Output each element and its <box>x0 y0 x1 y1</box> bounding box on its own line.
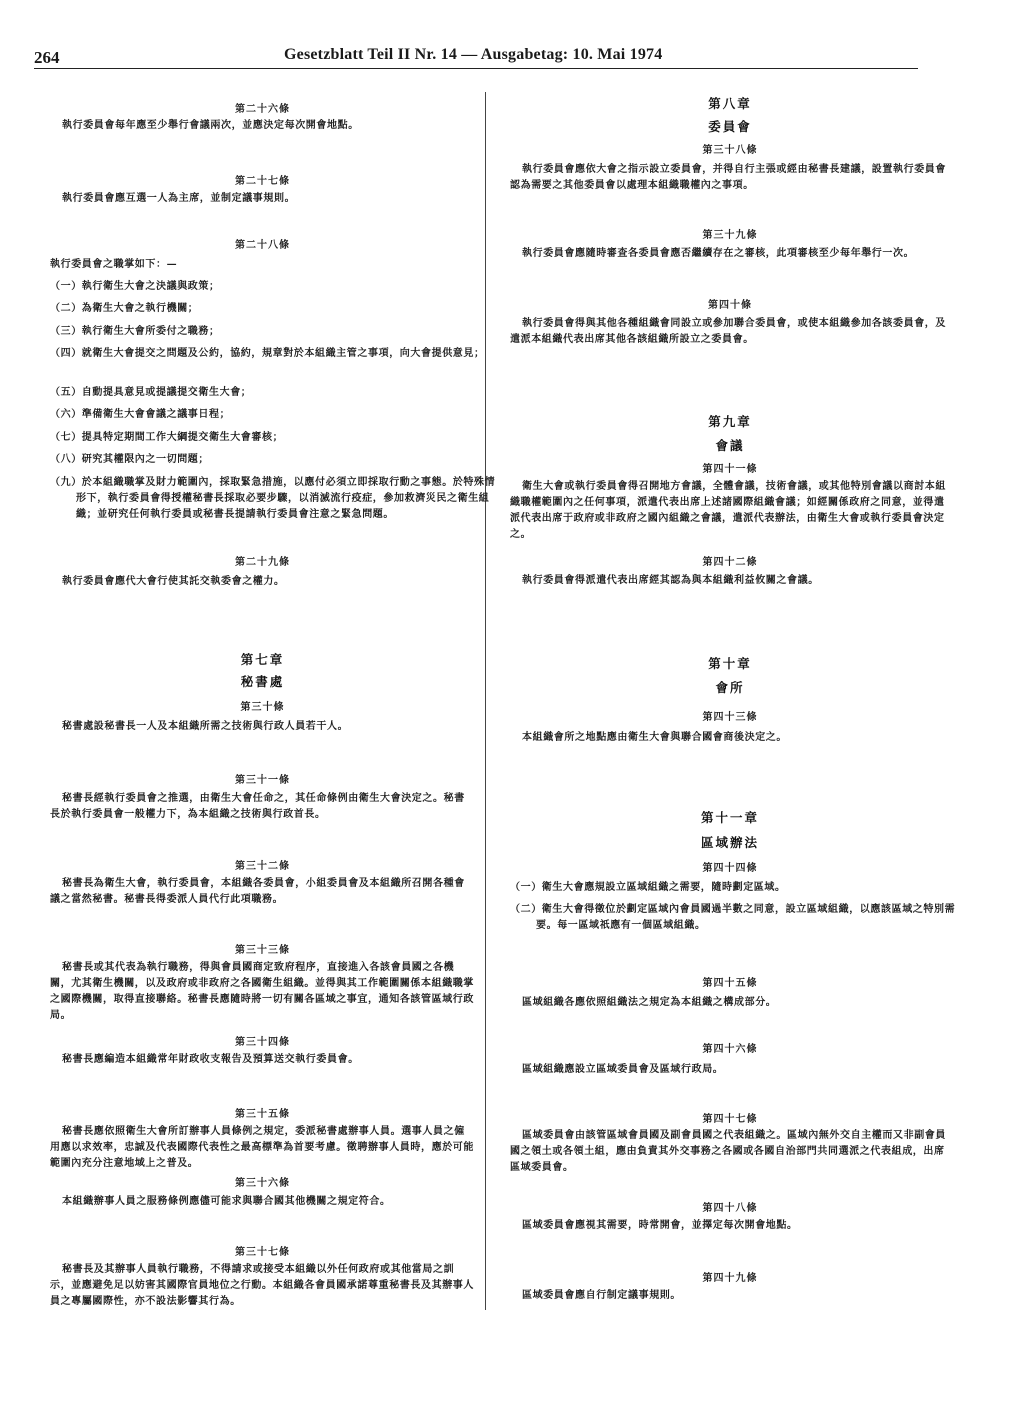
article-26-heading: 第二十六條 <box>235 104 290 115</box>
article-29-text: 執行委員會應代大會行使其託交執委會之權力。 <box>62 576 285 587</box>
article-44-item-1: （一）衛生大會應規設立區域組織之需要，隨時劃定區域。 <box>510 882 786 893</box>
chapter-11-heading: 第十一章 <box>700 810 759 825</box>
article-44-heading: 第四十四條 <box>702 863 758 874</box>
article-48-heading: 第四十八條 <box>702 1203 758 1214</box>
article-37-text: 秘書長及其辦事人員執行職務，不得請求或接受本組織以外任何政府或其他當局之訓示，並應避免足以妨害其國際官員地位之行動。本組織各會員國承諾尊重秘書長及其辦事人員之專屬國際性，亦不設法影響其行為。 <box>50 1264 474 1307</box>
chapter-11-title: 區域辦法 <box>700 835 759 850</box>
article-31-text: 秘書長經執行委員會之推選，由衛生大會任命之，其任命條例由衛生大會決定之。秘書長於執行委員會一般權力下，為本組織之技術與行政首長。 <box>50 793 465 820</box>
article-40-heading: 第四十條 <box>708 300 752 311</box>
article-48-text: 區域委員會應視其需要，時常開會，並擇定每次開會地點。 <box>522 1220 798 1231</box>
article-42-heading: 第四十二條 <box>702 557 758 568</box>
article-34-heading: 第三十四條 <box>235 1037 290 1048</box>
article-43-text: 本組織會所之地點應由衛生大會與聯合國會商後決定之。 <box>522 732 787 743</box>
article-46-heading: 第四十六條 <box>702 1044 758 1055</box>
article-28-intro: 執行委員會之職掌如下：— <box>50 259 178 270</box>
article-30-text: 秘書處設秘書長一人及本組織所需之技術與行政人員若干人。 <box>62 721 349 732</box>
article-32-heading: 第三十二條 <box>235 861 290 872</box>
column-divider <box>485 92 486 1310</box>
article-36-heading: 第三十六條 <box>235 1178 290 1189</box>
gazette-title: Gesetzblatt Teil II Nr. 14 — Ausgabetag: 10. Mai 1974 <box>284 46 663 63</box>
article-28-item-3: （三）執行衛生大會所委付之職務； <box>50 326 220 337</box>
article-33-heading: 第三十三條 <box>235 945 290 956</box>
article-49-heading: 第四十九條 <box>702 1273 758 1284</box>
article-31-heading: 第三十一條 <box>235 775 290 786</box>
chapter-9-heading: 第九章 <box>708 414 752 429</box>
article-39-text: 執行委員會應隨時審查各委員會應否繼續存在之審核，此項審核至少每年舉行一次。 <box>522 248 915 259</box>
article-33-text: 秘書長或其代表為執行職務，得與會員國商定致府程序，直接進入各該會員國之各機關，尤其衛生機關，以及政府或非政府之各國衛生組織。並得與其工作範圍關係本組織職掌之國際機關，取得直接聯絡。秘書長應隨時將一切有關各區域之事宜，通知各該管區域行政局。 <box>50 962 474 1021</box>
chapter-7-title: 秘書處 <box>240 674 285 689</box>
article-27-text: 執行委員會應互選一人為主席，並制定議事規則。 <box>62 193 296 204</box>
article-41-text: 衛生大會或執行委員會得召開地方會議，全體會議，技術會議，或其他特別會議以商討本組織職權範圍內之任何事項，派遣代表出席上述諸國際組織會議；如經關係政府之同意，並得遣派代表出席于政府或非政府之國內組織之會議，遣派代表辦法，由衛生大會或執行委員會決定之。 <box>510 481 946 540</box>
article-44-item-2: （二）衛生大會得徵位於劃定區域內會員國過半數之同意，設立區域組織，以應該區域之特別需要。每一區域祇應有一個區域組織。 <box>510 904 956 931</box>
chapter-7-heading: 第七章 <box>240 652 285 667</box>
article-46-text: 區域組織應設立區域委員會及區域行政局。 <box>522 1064 724 1075</box>
article-34-text: 秘書長應編造本組織常年財政收支報告及預算送交執行委員會。 <box>62 1054 359 1065</box>
article-37-heading: 第三十七條 <box>235 1247 290 1258</box>
article-39-heading: 第三十九條 <box>702 230 758 241</box>
article-28-item-1: （一）執行衛生大會之決議與政策； <box>50 281 220 292</box>
article-38-heading: 第三十八條 <box>702 145 758 156</box>
article-40-text: 執行委員會得與其他各種組織會同設立或參加聯合委員會，或使本組織參加各該委員會，及遣派本組織代表出席其他各該組織所設立之委員會。 <box>510 318 946 345</box>
article-26-text: 執行委員會每年應至少舉行會議兩次，並應決定每次開會地點。 <box>62 120 359 131</box>
article-47-text: 區域委員會由該管區域會員國及副會員國之代表組織之。區域內無外交自主權而又非副會員國之領土或各領土組，應由負責其外交事務之各國或各國自治部門共同選派之代表組成，出席區域委員會。 <box>510 1130 946 1173</box>
article-28-item-8: （八）研究其權限內之一切問題； <box>50 454 209 465</box>
page-header <box>34 46 918 69</box>
article-49-text: 區域委員會應自行制定議事規則。 <box>522 1290 681 1301</box>
article-28-item-4: （四）就衛生大會提交之問題及公約，協約，規章對於本組織主管之事項，向大會提供意見； <box>50 348 485 359</box>
article-36-text: 本組織辦事人員之服務條例應儘可能求與聯合國其他機關之規定符合。 <box>62 1196 391 1207</box>
article-28-heading: 第二十八條 <box>235 240 290 251</box>
chapter-9-title: 會議 <box>715 438 745 453</box>
article-43-heading: 第四十三條 <box>702 712 758 723</box>
article-45-heading: 第四十五條 <box>702 978 758 989</box>
article-28-item-5: （五）自動提具意見或提議提交衛生大會； <box>50 387 252 398</box>
article-42-text: 執行委員會得派遣代表出席經其認為與本組織利益攸關之會議。 <box>522 575 819 586</box>
article-28-item-2: （二）為衛生大會之執行機關； <box>50 303 199 314</box>
article-28-item-9: （九）於本組織職掌及財力範圍內，採取緊急措施，以應付必須立即採取行動之事態。於特殊情形下，執行委員會得授權秘書長採取必要步驟，以消滅流行疫症，參加救濟災民之衛生組織；並研究任何執行委員或秘書長提請執行委員會注意之緊急問題。 <box>50 477 496 520</box>
article-38-text: 執行委員會應依大會之指示設立委員會，并得自行主張或經由秘書長建議，設置執行委員會認為需要之其他委員會以處理本組織職權內之事項。 <box>510 164 946 191</box>
page-number: 264 <box>34 48 60 67</box>
article-27-heading: 第二十七條 <box>235 176 290 187</box>
article-41-heading: 第四十一條 <box>702 464 758 475</box>
article-35-text: 秘書長應依照衛生大會所訂辦事人員條例之規定，委派秘書處辦事人員。選事人員之僱用應以求效率，忠誠及代表國際代表性之最高標準為首要考慮。徵聘辦事人員時，應於可能範圍內充分注意地域上之普及。 <box>50 1126 474 1169</box>
article-32-text: 秘書長為衛生大會，執行委員會，本組織各委員會，小組委員會及本組織所召開各種會議之當然秘書。秘書長得委派人員代行此項職務。 <box>50 878 465 905</box>
chapter-10-title: 會所 <box>715 680 745 695</box>
chapter-10-heading: 第十章 <box>708 656 752 671</box>
article-30-heading: 第三十條 <box>240 702 285 713</box>
article-29-heading: 第二十九條 <box>235 557 290 568</box>
article-35-heading: 第三十五條 <box>235 1109 290 1120</box>
article-28-item-6: （六）準備衛生大會會議之議事日程； <box>50 409 231 420</box>
chapter-8-heading: 第八章 <box>708 96 752 111</box>
article-47-heading: 第四十七條 <box>702 1114 758 1125</box>
chapter-8-title: 委員會 <box>708 119 752 134</box>
article-45-text: 區域組織各應依照組織法之規定為本組織之構成部分。 <box>522 997 777 1008</box>
article-28-item-7: （七）提具特定期間工作大綱提交衛生大會審核； <box>50 432 284 443</box>
